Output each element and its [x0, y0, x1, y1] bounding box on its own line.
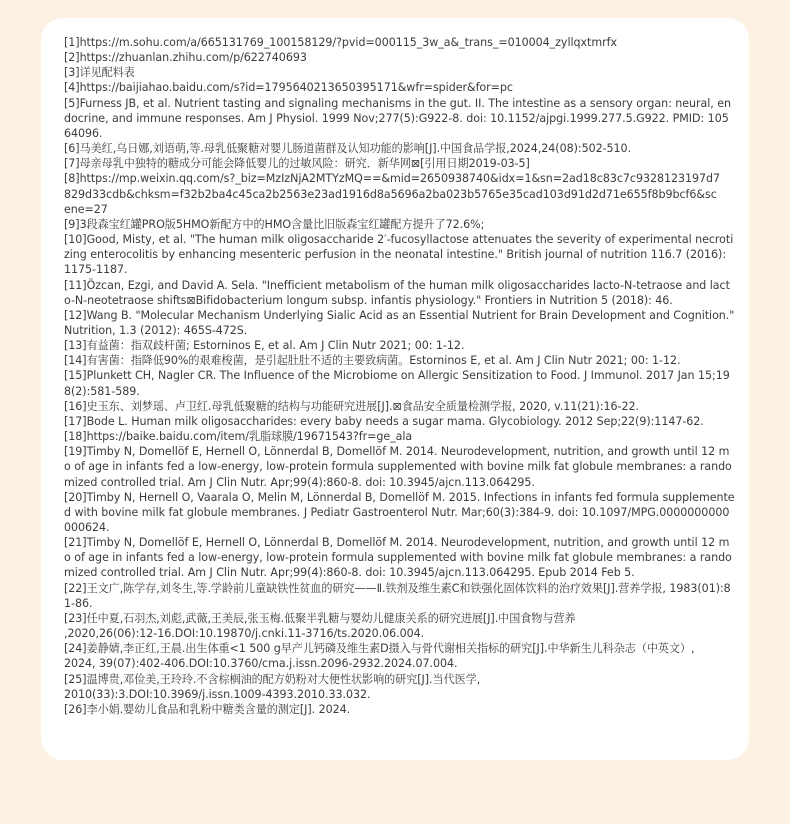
reference-8: [8]https://mp.weixin.qq.com/s?_biz=MzIzNjA2MTYzMQ==&mid=2650938740&idx=1&sn=2ad18c83c7c9328123197d7 829d33cdb&chksm=f32b2ba4c45ca2b2563e23ad1916d8a5696a2ba023b5765e35cad103d91d2d71e655f8b9bcf6&sc ene=27	[64, 172, 721, 216]
reference-15: [15]Plunkett CH, Nagler CR. The Influence of the Microbiome on Allergic Sensitization to Food. J Immunol. 2017 Jan 15;198(2):581-589.	[64, 369, 730, 398]
reference-6: [6]马美红,乌日娜,刘语萌,等.母乳低聚糖对婴儿肠道菌群及认知功能的影响[J].中国食品学报,2024,24(08):502-510.	[64, 142, 632, 156]
reference-21: [21]Timby N, Domellöf E, Hernell O, Lönnerdal B, Domellöf M. 2014. Neurodevelopment, nutrition, and growth until 12 mo of age in infants fed a low-energy, low-protein formula supplemented with bovine milk fat globule membranes: a randomized controlled trial. Am J Clin Nutr. Apr;99(4):860-8. doi: 10.3945/ajcn.113.064295. Epub 2014 Feb 5.	[64, 536, 732, 580]
reference-list	[64, 35, 735, 717]
reference-5: [5]Furness JB, et al. Nutrient tasting and signaling mechanisms in the gut. II. The intestine as a sensory organ: neural, endocrine, and immune responses. Am J Physiol. 1999 Nov;277(5):G922-8. doi: 10.1152/ajpgi.1999.277.5.G922. PMID: 10564096.	[64, 96, 731, 140]
reference-3: [3]详见配料表	[64, 66, 135, 80]
reference-16: [16]史玉东、刘梦瑶、卢卫红.母乳低聚糖的结构与功能研究进展[J].⊠食品安全质量检测学报, 2020, v.11(21):16-22.	[64, 399, 639, 413]
reference-7: [7]母亲母乳中独特的糖成分可能会降低婴儿的过敏风险：研究．新华网⊠[引用日期2019-03-5]	[64, 157, 530, 171]
reference-4: [4]https://baijiahao.baidu.com/s?id=1795640213650395171&wfr=spider&for=pc	[64, 81, 513, 95]
reference-23: [23]任中夏,石羽杰,刘彪,武薇,王美辰,张玉梅.低聚半乳糖与婴幼儿健康关系的研究进展[J].中国食物与营养 ,2020,26(06):12-16.DOI:10.19870/j.cnki.11-3716/ts.2020.06.004.	[64, 611, 576, 641]
reference-17: [17]Bode L. Human milk oligosaccharides: every baby needs a sugar mama. Glycobiology. 2012 Sep;22(9):1147-62.	[64, 414, 704, 428]
reference-13: [13]有益菌：指双歧杆菌; Estorninos E, et al. Am J Clin Nutr 2021; 00: 1-12.	[64, 339, 465, 353]
reference-12: [12]Wang B. "Molecular Mechanism Underlying Sialic Acid as an Essential Nutrient for Brain Development and Cognition." Nutrition, 1.3 (2012): 465S-472S.	[64, 308, 735, 337]
reference-14: [14]有害菌：指降低90%的艰难梭菌，是引起肚肚不适的主要致病菌。Estorninos E, et al. Am J Clin Nutr 2021; 00: 1-12.	[64, 354, 681, 368]
reference-25: [25]温博贵,邓俭美,王玲玲.不含棕榈油的配方奶粉对大便性状影响的研究[J].当代医学, 2010(33):3.DOI:10.3969/j.issn.1009-4393.2010.33.032.	[64, 672, 481, 701]
references-card	[41, 18, 749, 760]
reference-24: [24]姜静婧,李正红,王晨.出生体重<1 500 g早产儿钙磷及维生素D摄入与骨代谢相关指标的研究[J].中华新生儿科杂志（中英文）, 2024, 39(07):402-406.DOI:10.3760/cma.j.issn.2096-2932.2024.07.004.	[64, 642, 695, 671]
reference-26: [26]李小娟.婴幼儿食品和乳粉中糖类含量的测定[J]. 2024.	[64, 702, 351, 716]
reference-9: [9]3段森宝红罐PRO版5HMO新配方中的HMO含量比旧版森宝红罐配方提升了72.6%;	[64, 217, 485, 231]
reference-18: [18]https://baike.baidu.com/item/乳脂球膜/19671543?fr=ge_ala	[64, 430, 413, 444]
reference-2: [2]https://zhuanlan.zhihu.com/p/622740693	[64, 51, 307, 65]
reference-1: [1]https://m.sohu.com/a/665131769_100158129/?pvid=000115_3w_a&_trans_=010004_zyllqxtmrfx	[64, 36, 617, 49]
reference-22: [22]王文广,陈学存,刘冬生,等.学龄前儿童缺铁性贫血的研究——Ⅱ.铁剂及维生素C和铁强化固体饮料的治疗效果[J].营养学报, 1983(01):81-86.	[64, 581, 731, 610]
reference-19: [19]Timby N, Domellöf E, Hernell O, Lönnerdal B, Domellöf M. 2014. Neurodevelopment, nutrition, and growth until 12 mo of age in infants fed a low-energy, low-protein formula supplemented with bovine milk fat globule membranes: a randomized controlled trial. Am J Clin Nutr. Apr;99(4):860-8. doi: 10.3945/ajcn.113.064295.	[64, 445, 732, 489]
reference-20: [20]Timby N, Hernell O, Vaarala O, Melin M, Lönnerdal B, Domellöf M. 2015. Infections in infants fed formula supplemented with bovine milk fat globule membranes. J Pediatr Gastroenterol Nutr. Mar;60(3):384-9. doi: 10.1097/MPG.0000000000000624.	[64, 490, 735, 534]
reference-11: [11]Özcan, Ezgi, and David A. Sela. "Inefficient metabolism of the human milk oligosaccharides lacto-N-tetraose and lacto-N-neotetraose shifts⊠Bifidobacterium longum subsp. infantis physiology." Frontiers in Nutrition 5 (2018): 46.	[64, 278, 730, 307]
reference-10: [10]Good, Misty, et al. "The human milk oligosaccharide 2′-fucosyllactose attenuates the severity of experimental necrotizing enterocolitis by enhancing mesenteric perfusion in the neonatal intestine." British journal of nutrition 116.7 (2016): 1175-1187.	[64, 233, 734, 277]
